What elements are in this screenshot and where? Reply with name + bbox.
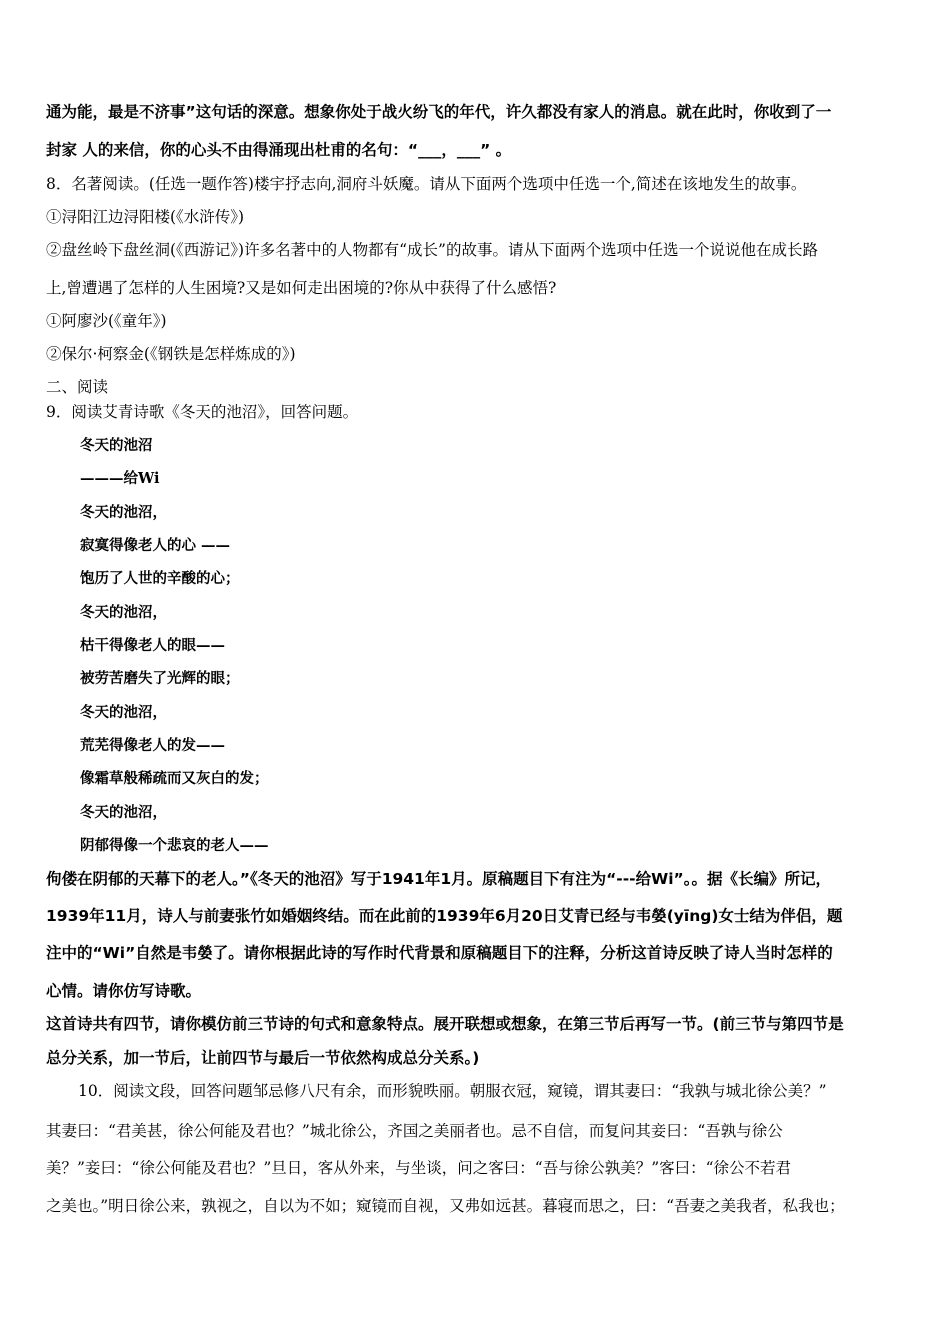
poem-line: 阴郁得像一个悲哀的老人—— xyxy=(80,837,269,854)
question-8: 8．名著阅读。(任选一题作答)楼宇抒志向,洞府斗妖魔。请从下面两个选项中任选一个,简述在该地发生的故事。 xyxy=(46,175,807,193)
poem-line: 冬天的池沼， xyxy=(80,704,167,721)
option-1: ①浔阳江边浔阳楼(《水浒传》) xyxy=(46,208,245,226)
text-line: 这首诗共有四节，请你模仿前三节诗的句式和意象特点。展开联想或想象，在第三节后再写一节。(前三节与第四节是 xyxy=(46,1015,844,1033)
section-heading: 二、阅读 xyxy=(46,378,109,396)
poem-line: 被劳苦磨失了光辉的眼； xyxy=(80,670,240,687)
text-line: 注中的“Wi”自然是韦嫈了。请你根据此诗的写作时代背景和原稿题目下的注释，分析这首诗反映了诗人当时怎样的 xyxy=(46,944,833,962)
poem-line: 枯干得像老人的眼—— xyxy=(80,637,225,654)
poem-title: 冬天的池沼 xyxy=(80,437,153,454)
question-9: 9．阅读艾青诗歌《冬天的池沼》，回答问题。 xyxy=(46,403,359,421)
text-line: 1939年11月，诗人与前妻张竹如婚姻终结。而在此前的1939年6月20日艾青已经与韦嫈(yīng)女士结为伴侣，题 xyxy=(46,907,843,925)
poem-line: 像霜草般稀疏而又灰白的发； xyxy=(80,770,269,787)
poem-line: 冬天的池沼， xyxy=(80,804,167,821)
option-2: ②保尔·柯察金(《钢铁是怎样炼成的》) xyxy=(46,345,296,363)
poem-line: 冬天的池沼， xyxy=(80,504,167,521)
poem-line: 饱历了人世的辛酸的心； xyxy=(80,570,240,587)
text-line: 美？”妾曰：“徐公何能及君也？”旦日，客从外来，与坐谈，问之客曰：“吾与徐公孰美？”客曰：“徐公不若君 xyxy=(46,1159,792,1177)
text-line: 之美也。”明日徐公来，孰视之，自以为不如；窥镜而自视，又弗如远甚。暮寝而思之，曰：“吾妻之美我者，私我也； xyxy=(46,1197,845,1215)
text-line: 通为能，最是不济事”这句话的深意。想象你处于战火纷飞的年代，许久都没有家人的消息。就在此时，你收到了一 xyxy=(46,103,832,121)
option-1: ①阿廖沙(《童年》) xyxy=(46,312,167,330)
text-line: 封家 人的来信，你的心头不由得涌现出杜甫的名句：“___，___” 。 xyxy=(46,141,512,159)
text-line: 总分关系，加一节后，让前四节与最后一节依然构成总分关系。) xyxy=(46,1049,480,1067)
question-10: 10．阅读文段，回答问题邹忌修八尺有余，而形貌昳丽。朝服衣冠，窥镜，谓其妻曰：“我孰与城北徐公美？” xyxy=(78,1082,827,1100)
text-line: 上,曾遭遇了怎样的人生困境?又是如何走出困境的?你从中获得了什么感悟? xyxy=(46,279,557,297)
option-2: ②盘丝岭下盘丝洞(《西游记》)许多名著中的人物都有“成长”的故事。请从下面两个选项中任选一个说说他在成长路 xyxy=(46,241,818,259)
poem-dedication: ———给Wi xyxy=(80,470,160,487)
poem-line: 冬天的池沼， xyxy=(80,604,167,621)
text-line: 其妻曰：“君美甚，徐公何能及君也？”城北徐公，齐国之美丽者也。忌不自信，而复问其妾曰：“吾孰与徐公 xyxy=(46,1122,783,1140)
poem-line: 荒芜得像老人的发—— xyxy=(80,737,225,754)
text-line: 佝偻在阴郁的天幕下的老人。”《冬天的池沼》写于1941年1月。原稿题目下有注为“---给Wi”。。据《长编》所记， xyxy=(46,870,831,888)
poem-line: 寂寞得像老人的心 —— xyxy=(80,537,231,554)
text-line: 心情。请你仿写诗歌。 xyxy=(46,982,202,1000)
